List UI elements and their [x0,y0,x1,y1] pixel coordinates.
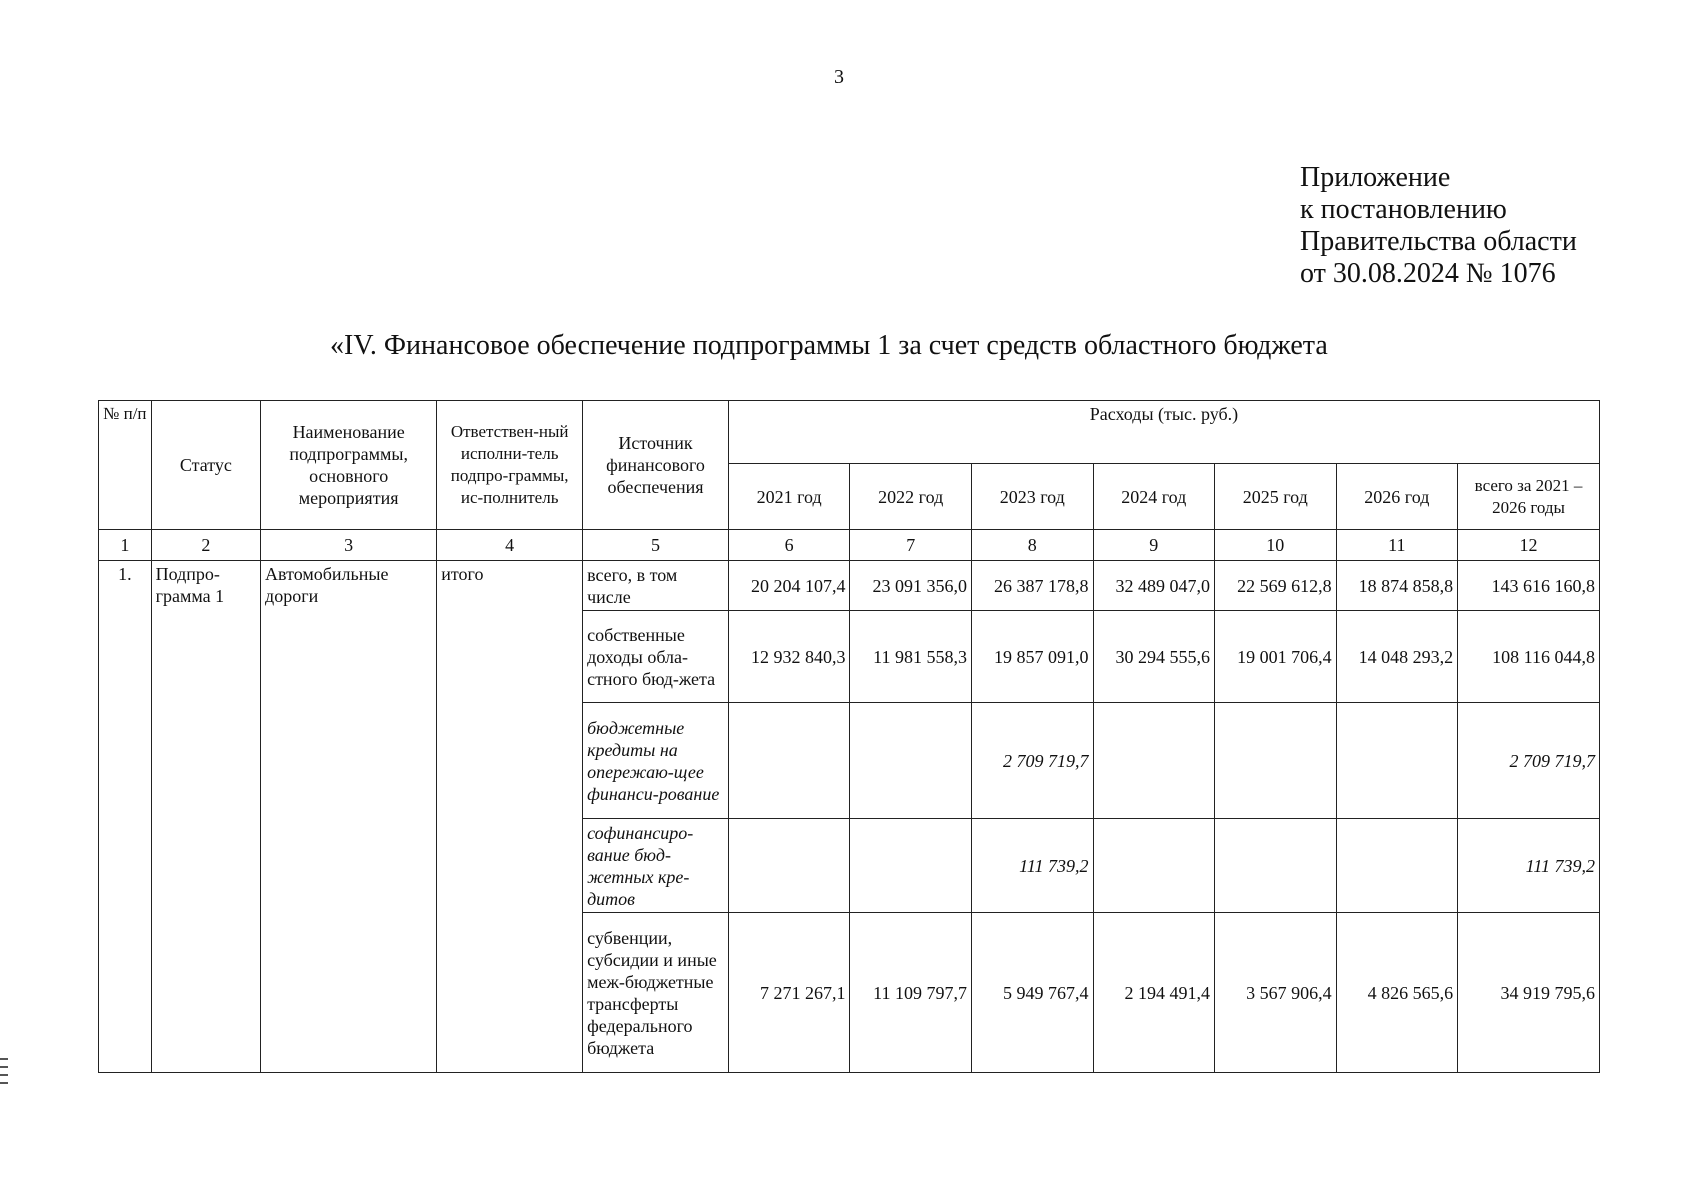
margin-mark [0,1074,8,1076]
col-index: 9 [1093,530,1215,561]
header-expenses: Расходы (тыс. руб.) [728,401,1599,464]
header-status: Статус [151,401,260,530]
value-cell-total: 2 709 719,7 [1458,703,1600,819]
value-cell: 20 204 107,4 [728,561,850,611]
appendix-line-3: Правительства области [1300,226,1577,257]
value-cell: 2 709 719,7 [971,703,1093,819]
header-row-1 [99,401,1600,464]
value-cell: 3 567 906,4 [1215,913,1337,1073]
value-cell [850,703,972,819]
source-label: субвенции, субсидии и иные меж-бюджетные трансферты федерального бюджета [583,913,729,1073]
col-index: 8 [971,530,1093,561]
col-index: 7 [850,530,972,561]
header-year-2021: 2021 год [728,464,850,530]
page-number: 3 [834,66,844,88]
value-cell: 30 294 555,6 [1093,611,1215,703]
value-cell: 26 387 178,8 [971,561,1093,611]
value-cell [850,819,972,913]
appendix-line-2: к постановлению [1300,194,1507,225]
header-year-2024: 2024 год [1093,464,1215,530]
value-cell [728,819,850,913]
value-cell-total: 111 739,2 [1458,819,1600,913]
source-label: софинансиро-вание бюд-жетных кре-дитов [583,819,729,913]
value-cell: 4 826 565,6 [1336,913,1458,1073]
value-cell: 12 932 840,3 [728,611,850,703]
margin-mark [0,1058,8,1060]
header-executor: Ответствен-ный исполни-тель подпро-граммы, ис-полнитель [437,401,583,530]
margin-mark [0,1082,8,1084]
row-number: 1. [99,561,152,1073]
value-cell-total: 108 116 044,8 [1458,611,1600,703]
row-status: Подпро-грамма 1 [151,561,260,1073]
value-cell [1093,703,1215,819]
value-cell: 19 001 706,4 [1215,611,1337,703]
value-cell [1336,703,1458,819]
value-cell: 5 949 767,4 [971,913,1093,1073]
header-year-2022: 2022 год [850,464,972,530]
value-cell-total: 143 616 160,8 [1458,561,1600,611]
col-index: 5 [583,530,729,561]
value-cell: 14 048 293,2 [1336,611,1458,703]
row-executor: итого [437,561,583,1073]
value-cell: 111 739,2 [971,819,1093,913]
margin-mark [0,1066,8,1068]
value-cell: 22 569 612,8 [1215,561,1337,611]
margin-marks [0,1058,8,1090]
header-year-2026: 2026 год [1336,464,1458,530]
col-index: 3 [261,530,437,561]
value-cell [1336,819,1458,913]
col-index: 12 [1458,530,1600,561]
col-index: 6 [728,530,850,561]
source-label: всего, в том числе [583,561,729,611]
source-label: собственные доходы обла-стного бюд-жета [583,611,729,703]
row-name: Автомобильные дороги [261,561,437,1073]
appendix-line-1: Приложение [1300,162,1451,193]
value-cell: 11 109 797,7 [850,913,972,1073]
source-label: бюджетные кредиты на опережаю-щее финанси-рование [583,703,729,819]
value-cell [1215,819,1337,913]
value-cell [728,703,850,819]
col-index: 2 [151,530,260,561]
value-cell: 2 194 491,4 [1093,913,1215,1073]
header-name: Наименование подпрограммы, основного мероприятия [261,401,437,530]
header-year-2023: 2023 год [971,464,1093,530]
table-row [99,561,1600,611]
column-index-row [99,530,1600,561]
header-year-2025: 2025 год [1215,464,1337,530]
header-no: № п/п [99,401,152,530]
header-source: Источник финансового обеспечения [583,401,729,530]
document-title: «IV. Финансовое обеспечение подпрограммы 1 за счет средств областного бюджета [330,330,1328,361]
col-index: 11 [1336,530,1458,561]
header-total: всего за 2021 – 2026 годы [1458,464,1600,530]
value-cell-total: 34 919 795,6 [1458,913,1600,1073]
value-cell: 7 271 267,1 [728,913,850,1073]
value-cell [1215,703,1337,819]
col-index: 4 [437,530,583,561]
value-cell: 11 981 558,3 [850,611,972,703]
value-cell: 32 489 047,0 [1093,561,1215,611]
value-cell: 23 091 356,0 [850,561,972,611]
value-cell: 18 874 858,8 [1336,561,1458,611]
value-cell: 19 857 091,0 [971,611,1093,703]
col-index: 10 [1215,530,1337,561]
value-cell [1093,819,1215,913]
appendix-line-4: от 30.08.2024 № 1076 [1300,258,1556,289]
financing-table [98,400,1600,1073]
col-index: 1 [99,530,152,561]
appendix-block [1300,162,1577,290]
